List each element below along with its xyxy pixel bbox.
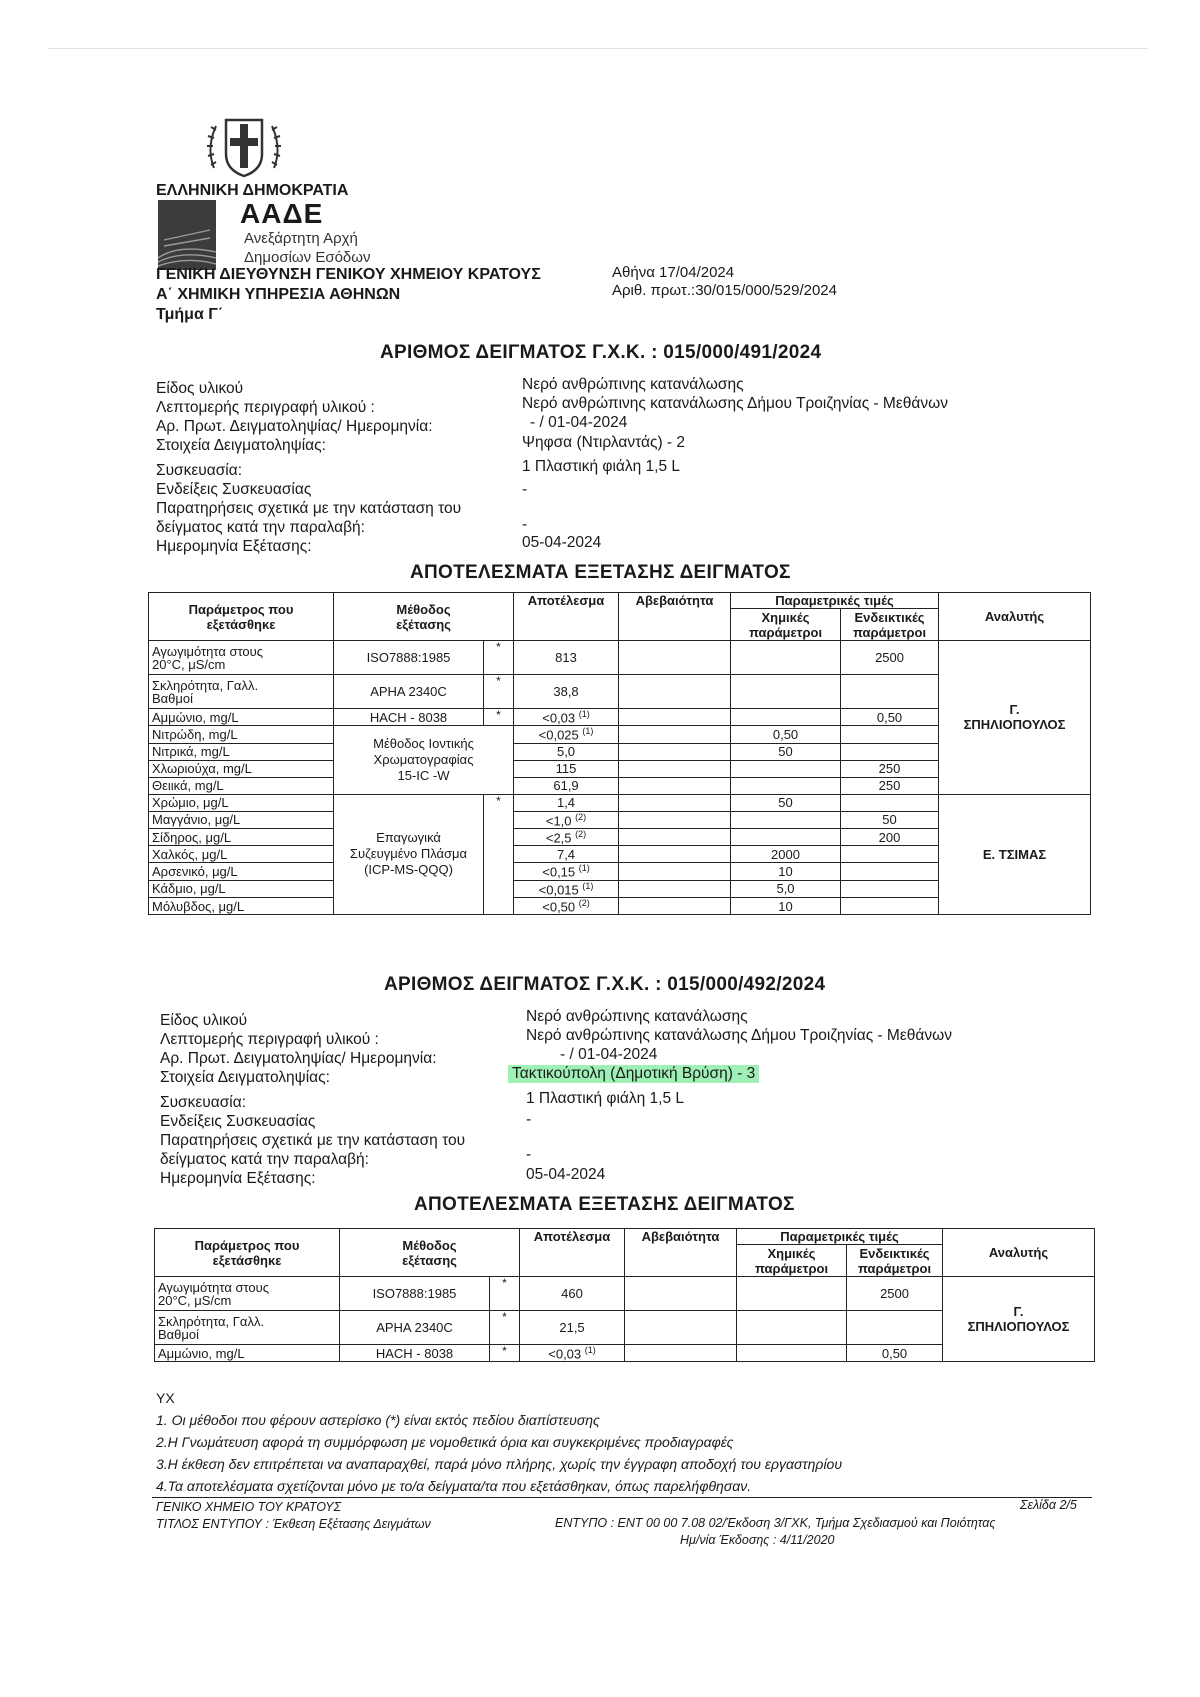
header-parametric-values: Παραμετρικές τιμές: [731, 593, 939, 609]
analyst-cell: Γ. ΣΠΗΛΙΟΠΟΥΛΟΣ: [943, 1277, 1095, 1362]
republic-name: ΕΛΛΗΝΙΚΗ ΔΗΜΟΚΡΑΤΙΑ: [156, 182, 349, 199]
uncertainty-cell: [619, 743, 731, 760]
indicative-cell: [841, 675, 939, 709]
sample1-remarks: -: [522, 516, 528, 533]
sample1-packaging: 1 Πλαστική φιάλη 1,5 L: [522, 458, 681, 475]
sample1-label-description: Λεπτομερής περιγραφή υλικού :: [156, 399, 375, 416]
chemical-cell: [737, 1345, 847, 1362]
aade-logo-text: ΑΑΔΕ: [240, 198, 324, 229]
uncertainty-cell: [619, 675, 731, 709]
note-1: 1. Οι μέθοδοι που φέρουν αστερίσκο (*) είναι εκτός πεδίου διαπίστευσης: [156, 1412, 600, 1428]
accreditation-star: *: [490, 1345, 520, 1362]
indicative-cell: [841, 897, 939, 914]
chemical-cell: [731, 777, 841, 794]
sample1-label-sampling: Στοιχεία Δειγματοληψίας:: [156, 437, 326, 454]
accreditation-star: *: [484, 641, 514, 675]
uncertainty-cell: [619, 846, 731, 863]
chemical-cell: 2000: [731, 846, 841, 863]
document-date: Αθήνα 17/04/2024: [612, 264, 735, 281]
chemical-cell: 0,50: [731, 726, 841, 743]
sample2-label-pack-marks: Ενδείξεις Συσκευασίας: [160, 1113, 316, 1130]
department-3: Τμήμα Γ΄: [156, 306, 224, 323]
method-cell: ISO7888:1985: [334, 641, 484, 675]
result-cell: <2,5 $^{(2)}$: [514, 828, 619, 845]
accreditation-star: *: [490, 1311, 520, 1345]
result-cell: 460: [520, 1277, 625, 1311]
agency-subtitle-2: Δημοσίων Εσόδων: [244, 249, 371, 266]
typist-initials: ΥΧ: [156, 1390, 175, 1406]
note-4: 4.Τα αποτελέσματα σχετίζονται μόνο με το/α δείγματα/τα που εξετάσθηκαν, όπως παρελήφθησαν.: [156, 1478, 752, 1494]
method-cell: ISO7888:1985: [340, 1277, 490, 1311]
accreditation-star: *: [484, 794, 514, 915]
chemical-cell: [731, 641, 841, 675]
header-chemical: Χημικές παράμετροι: [737, 1245, 847, 1277]
table-row: [149, 794, 1091, 811]
footer-issue-date: Ημ/νία Έκδοσης : 4/11/2020: [680, 1533, 835, 1547]
department-2: Α΄ ΧΗΜΙΚΗ ΥΠΗΡΕΣΙΑ ΑΘΗΝΩΝ: [156, 286, 401, 303]
sample2-sampling-highlighted: Τακτικούπολη (Δημοτική Βρύση) - 3: [508, 1065, 759, 1083]
method-cell-ion-chromatography: Μέθοδος Ιοντικής Χρωματογραφίας 15-IC -W: [334, 726, 514, 794]
sample2-label-packaging: Συσκευασία:: [160, 1094, 246, 1111]
sample2-label-description: Λεπτομερής περιγραφή υλικού :: [160, 1031, 379, 1048]
sample1-sampling: Ψηφσα (Ντιρλαντάς) - 2: [522, 434, 686, 451]
chemical-cell: [731, 760, 841, 777]
indicative-cell: [841, 880, 939, 897]
result-cell: <0,03 $^{(1)}$: [520, 1345, 625, 1362]
uncertainty-cell: [619, 811, 731, 828]
header-result: Αποτέλεσμα: [514, 593, 619, 641]
header-parametric-values: Παραμετρικές τιμές: [737, 1229, 943, 1245]
sample1-title: ΑΡΙΘΜΟΣ ΔΕΙΓΜΑΤΟΣ Γ.Χ.Κ. : 015/000/491/2024: [380, 342, 822, 363]
param-cell: Μαγγάνιο, μg/L: [149, 811, 334, 828]
chemical-cell: 50: [731, 794, 841, 811]
result-cell: 813: [514, 641, 619, 675]
uncertainty-cell: [619, 897, 731, 914]
footer-form-title: ΤΙΤΛΟΣ ΕΝΤΥΠΟΥ : Έκθεση Εξέτασης Δειγμάτων: [156, 1517, 431, 1531]
analyst-cell: Γ. ΣΠΗΛΙΟΠΟΥΛΟΣ: [939, 641, 1091, 795]
param-cell: Σίδηρος, μg/L: [149, 828, 334, 845]
uncertainty-cell: [619, 726, 731, 743]
sample1-label-pack-marks: Ενδείξεις Συσκευασίας: [156, 481, 312, 498]
sample1-material: Νερό ανθρώπινης κατανάλωσης: [522, 376, 744, 393]
sample2-results-table: [154, 1228, 1095, 1362]
header-uncertainty: Αβεβαιότητα: [619, 593, 731, 641]
chemical-cell: [737, 1277, 847, 1311]
table-row: [149, 641, 1091, 675]
indicative-cell: 2500: [841, 641, 939, 675]
sample1-label-exam-date: Ημερομηνία Εξέτασης:: [156, 538, 312, 555]
param-cell: Αγωγιμότητα στους 20°C, μS/cm: [155, 1277, 340, 1311]
header-analyst: Αναλυτής: [939, 593, 1091, 641]
header-chemical: Χημικές παράμετροι: [731, 609, 841, 641]
chemical-cell: 50: [731, 743, 841, 760]
chemical-cell: [731, 828, 841, 845]
param-cell: Νιτρώδη, mg/L: [149, 726, 334, 743]
chemical-cell: 10: [731, 863, 841, 880]
indicative-cell: [841, 846, 939, 863]
method-cell-icp-ms: Επαγωγικά Συζευγμένο Πλάσμα (ICP-MS-QQQ): [334, 794, 484, 915]
uncertainty-cell: [625, 1345, 737, 1362]
sample2-exam-date: 05-04-2024: [526, 1166, 606, 1183]
sample2-protocol-date: - / 01-04-2024: [560, 1046, 658, 1063]
sample2-label-sampling: Στοιχεία Δειγματοληψίας:: [160, 1069, 330, 1086]
sample2-packaging: 1 Πλαστική φιάλη 1,5 L: [526, 1090, 685, 1107]
indicative-cell: [841, 743, 939, 760]
sample1-pack-marks: -: [522, 481, 528, 498]
footer-page-number: Σελίδα 2/5: [1020, 1498, 1077, 1512]
param-cell: Κάδμιο, μg/L: [149, 880, 334, 897]
sample2-label-exam-date: Ημερομηνία Εξέτασης:: [160, 1170, 316, 1187]
param-cell: Αμμώνιο, mg/L: [155, 1345, 340, 1362]
indicative-cell: [841, 794, 939, 811]
param-cell: Θειικά, mg/L: [149, 777, 334, 794]
accreditation-star: *: [490, 1277, 520, 1311]
footer-org: ΓΕΝΙΚΟ ΧΗΜΕΙΟ ΤΟΥ ΚΡΑΤΟΥΣ: [156, 1500, 342, 1514]
sample2-pack-marks: -: [526, 1111, 532, 1128]
chemical-cell: [731, 675, 841, 709]
footer-form-code: ΕΝΤΥΠΟ : ENT 00 00 7.08 02/Έκδοση 3/ΓΧΚ, Τμήμα Σχεδιασμού και Ποιότητας: [555, 1516, 996, 1530]
indicative-cell: [841, 726, 939, 743]
param-cell: Αγωγιμότητα στους 20°C, μS/cm: [149, 641, 334, 675]
header-result: Αποτέλεσμα: [520, 1229, 625, 1277]
indicative-cell: 0,50: [841, 709, 939, 726]
chemical-cell: 10: [731, 897, 841, 914]
indicative-cell: [841, 863, 939, 880]
method-cell: HACH - 8038: [334, 709, 484, 726]
accreditation-star: *: [484, 709, 514, 726]
note-2: 2.Η Γνωμάτευση αφορά τη συμμόρφωση με νομοθετικά όρια και συγκεκριμένες προδιαγραφές: [156, 1434, 734, 1450]
result-cell: <0,03 $^{(1)}$: [514, 709, 619, 726]
sample2-description: Νερό ανθρώπινης κατανάλωσης Δήμου Τροιζηνίας - Μεθάνων: [526, 1027, 952, 1044]
sample2-results-title: ΑΠΟΤΕΛΕΣΜΑΤΑ ΕΞΕΤΑΣΗΣ ΔΕΙΓΜΑΤΟΣ: [414, 1194, 795, 1215]
param-cell: Χαλκός, μg/L: [149, 846, 334, 863]
header-parameter: Παράμετρος που εξετάσθηκε: [149, 593, 334, 641]
aade-logo-icon: [158, 200, 216, 270]
header-uncertainty: Αβεβαιότητα: [625, 1229, 737, 1277]
indicative-cell: 200: [841, 828, 939, 845]
method-cell: HACH - 8038: [340, 1345, 490, 1362]
param-cell: Μόλυβδος, μg/L: [149, 897, 334, 914]
scan-top-line: [48, 48, 1148, 49]
sample2-label-remarks-1: Παρατηρήσεις σχετικά με την κατάσταση του: [160, 1132, 466, 1149]
header-indicative: Ενδεικτικές παράμετροι: [847, 1245, 943, 1277]
indicative-cell: 2500: [847, 1277, 943, 1311]
sample1-label-remarks-2: δείγματος κατά την παραλαβή:: [156, 519, 365, 536]
param-cell: Σκληρότητα, Γαλλ. Βαθμοί: [155, 1311, 340, 1345]
result-cell: 5,0: [514, 743, 619, 760]
table-row: [155, 1277, 1095, 1311]
param-cell: Νιτρικά, mg/L: [149, 743, 334, 760]
department-1: ΓΕΝΙΚΗ ΔΙΕΥΘΥΝΣΗ ΓΕΝΙΚΟΥ ΧΗΜΕΙΟΥ ΚΡΑΤΟΥΣ: [156, 266, 541, 283]
sample2-label-remarks-2: δείγματος κατά την παραλαβή:: [160, 1151, 369, 1168]
header-indicative: Ενδεικτικές παράμετροι: [841, 609, 939, 641]
footer-divider: [152, 1497, 1092, 1498]
result-cell: 38,8: [514, 675, 619, 709]
result-cell: 1,4: [514, 794, 619, 811]
sample2-material: Νερό ανθρώπινης κατανάλωσης: [526, 1008, 748, 1025]
result-cell: 21,5: [520, 1311, 625, 1345]
uncertainty-cell: [619, 828, 731, 845]
indicative-cell: 50: [841, 811, 939, 828]
sample1-description: Νερό ανθρώπινης κατανάλωσης Δήμου Τροιζηνίας - Μεθάνων: [522, 395, 948, 412]
accreditation-star: *: [484, 675, 514, 709]
param-cell: Αμμώνιο, mg/L: [149, 709, 334, 726]
sample2-label-material: Είδος υλικού: [160, 1012, 248, 1029]
sample1-protocol-date: - / 01-04-2024: [530, 414, 628, 431]
note-3: 3.Η έκθεση δεν επιτρέπεται να αναπαραχθεί, παρά μόνο πλήρης, χωρίς την έγγραφη αποδοχή του εργαστηρίου: [156, 1456, 843, 1472]
sample1-results-title: ΑΠΟΤΕΛΕΣΜΑΤΑ ΕΞΕΤΑΣΗΣ ΔΕΙΓΜΑΤΟΣ: [410, 562, 791, 583]
result-cell: <0,025 $^{(1)}$: [514, 726, 619, 743]
greek-coat-of-arms-icon: [204, 108, 284, 188]
sample1-label-material: Είδος υλικού: [156, 380, 244, 397]
header-parameter: Παράμετρος που εξετάσθηκε: [155, 1229, 340, 1277]
indicative-cell: 0,50: [847, 1345, 943, 1362]
param-cell: Σκληρότητα, Γαλλ. Βαθμοί: [149, 675, 334, 709]
sample2-title: ΑΡΙΘΜΟΣ ΔΕΙΓΜΑΤΟΣ Γ.Χ.Κ. : 015/000/492/2024: [384, 974, 826, 995]
protocol-number: Αριθ. πρωτ.:30/015/000/529/2024: [612, 282, 837, 299]
uncertainty-cell: [625, 1277, 737, 1311]
uncertainty-cell: [619, 880, 731, 897]
header-method: Μέθοδος εξέτασης: [340, 1229, 520, 1277]
result-cell: 61,9: [514, 777, 619, 794]
agency-subtitle-1: Ανεξάρτητη Αρχή: [244, 230, 358, 247]
result-cell: 115: [514, 760, 619, 777]
sample1-exam-date: 05-04-2024: [522, 534, 602, 551]
uncertainty-cell: [619, 777, 731, 794]
sample2-label-protocol: Αρ. Πρωτ. Δειγματοληψίας/ Ημερομηνία:: [160, 1050, 437, 1067]
result-cell: <0,015 $^{(1)}$: [514, 880, 619, 897]
param-cell: Αρσενικό, μg/L: [149, 863, 334, 880]
sample2-remarks: -: [526, 1146, 532, 1163]
chemical-cell: [731, 709, 841, 726]
method-cell: APHA 2340C: [334, 675, 484, 709]
indicative-cell: 250: [841, 760, 939, 777]
param-cell: Χλωριούχα, mg/L: [149, 760, 334, 777]
uncertainty-cell: [619, 641, 731, 675]
sample1-label-packaging: Συσκευασία:: [156, 462, 242, 479]
indicative-cell: [847, 1311, 943, 1345]
result-cell: <0,50 $^{(2)}$: [514, 897, 619, 914]
uncertainty-cell: [619, 863, 731, 880]
param-cell: Χρώμιο, μg/L: [149, 794, 334, 811]
sample1-results-table: [148, 592, 1091, 915]
chemical-cell: [737, 1311, 847, 1345]
header-analyst: Αναλυτής: [943, 1229, 1095, 1277]
uncertainty-cell: [625, 1311, 737, 1345]
chemical-cell: [731, 811, 841, 828]
uncertainty-cell: [619, 709, 731, 726]
method-cell: APHA 2340C: [340, 1311, 490, 1345]
header-method: Μέθοδος εξέτασης: [334, 593, 514, 641]
analyst-cell: Ε. ΤΣΙΜΑΣ: [939, 794, 1091, 915]
result-cell: <1,0 $^{(2)}$: [514, 811, 619, 828]
result-cell: 7,4: [514, 846, 619, 863]
indicative-cell: 250: [841, 777, 939, 794]
uncertainty-cell: [619, 760, 731, 777]
uncertainty-cell: [619, 794, 731, 811]
sample1-label-protocol: Αρ. Πρωτ. Δειγματοληψίας/ Ημερομηνία:: [156, 418, 433, 435]
result-cell: <0,15 $^{(1)}$: [514, 863, 619, 880]
chemical-cell: 5,0: [731, 880, 841, 897]
sample1-label-remarks-1: Παρατηρήσεις σχετικά με την κατάσταση του: [156, 500, 462, 517]
